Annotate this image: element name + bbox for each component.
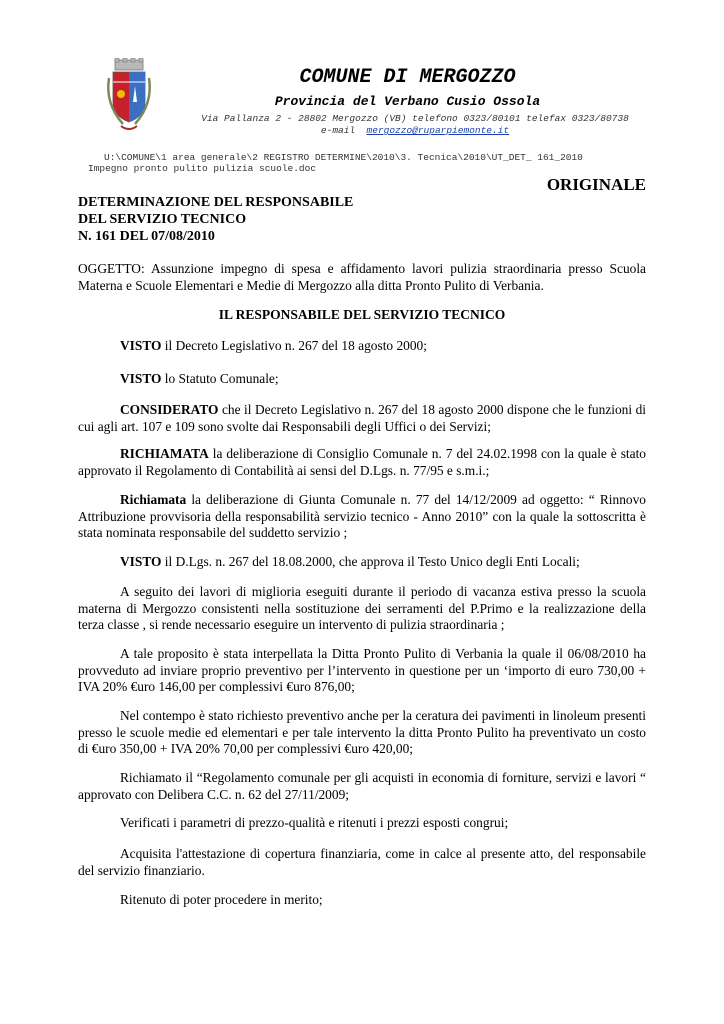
- paragraph-lead: VISTO: [120, 554, 162, 569]
- paragraph-text: Acquisita l'attestazione di copertura finanziaria, come in calce al presente atto, del responsabile del servizio finanziario.: [78, 846, 646, 878]
- body-paragraph: [78, 446, 646, 479]
- body-paragraph: [78, 815, 646, 832]
- body-paragraph: [78, 492, 646, 542]
- paragraph-lead: Richiamata: [120, 492, 187, 507]
- section-title: IL RESPONSABILE DEL SERVIZIO TECNICO: [218, 307, 506, 322]
- contact-address: [180, 113, 650, 137]
- paragraph-lead: CONSIDERATO: [120, 402, 219, 417]
- body-paragraph: [78, 584, 646, 634]
- body-paragraph: [78, 892, 646, 909]
- body-paragraph: [78, 402, 646, 435]
- original-stamp: ORIGINALE: [546, 175, 646, 194]
- paragraph-lead: VISTO: [120, 338, 162, 353]
- file-path: [88, 152, 583, 174]
- paragraph-lead: VISTO: [120, 371, 162, 386]
- paragraph-text: A seguito dei lavori di miglioria eseguiti durante il periodo di vacanza estiva presso la scuola materna di Mergozzo consistenti nella sostituzione dei serramenti del P.Primo e la realizzazione della terza classe , si rende necessario eseguire un intervento di pulizia straordinaria ;: [78, 584, 646, 632]
- body-paragraph: [78, 338, 646, 355]
- paragraph-text: la deliberazione di Giunta Comunale n. 77 del 14/12/2009 ad oggetto: “ Rinnovo Attribuzione provvisoria della responsabilità servizio tecnico - Anno 2010” con la quale la sottoscritta è stata nominata responsabile del suddetto servizio ;: [78, 492, 646, 540]
- email-label: e-mail: [320, 125, 356, 136]
- paragraph-text: lo Statuto Comunale;: [161, 371, 279, 386]
- email-line: [180, 125, 650, 137]
- body-paragraph: [78, 371, 646, 388]
- body-paragraph: [78, 708, 646, 758]
- paragraph-text: che il Decreto Legislativo n. 267 del 18 agosto 2000 dispone che le funzioni di cui agli art. 107 e 109 sono svolte dai Responsabili degli Uffici o dei Servizi;: [78, 402, 646, 434]
- determination-line1: DETERMINAZIONE DEL RESPONSABILE: [78, 195, 354, 210]
- determination-heading: [78, 194, 353, 245]
- body-paragraph: [78, 846, 646, 879]
- municipality-title: COMUNE DI MERGOZZO: [299, 66, 516, 89]
- body-paragraph: [78, 770, 646, 803]
- paragraph-lead: RICHIAMATA: [120, 446, 209, 461]
- file-path-line2: Impegno pronto pulito pulizia scuole.doc: [88, 163, 317, 174]
- paragraph-text: Richiamato il “Regolamento comunale per gli acquisti in economia di forniture, servizi e lavori “ approvato con Delibera C.C. n. 62 del 27/11/2009;: [78, 770, 646, 802]
- file-path-line1: U:\COMUNE\1 area generale\2 REGISTRO DETERMINE\2010\3. Tecnica\2010\UT_DET_ 161_2010: [104, 152, 583, 163]
- municipal-crest-icon: [103, 58, 155, 134]
- paragraph-text: Ritenuto di poter procedere in merito;: [120, 892, 323, 907]
- province-name: Provincia del Verbano Cusio Ossola: [274, 94, 541, 109]
- paragraph-text: A tale proposito è stata interpellata la Ditta Pronto Pulito di Verbania la quale il 06/08/2010 ha provveduto ad inviare proprio preventivo per l’intervento in questione per un ‘importo di euro 730,00 + IVA 20% €uro 146,00 per complessivi €uro 876,00;: [78, 646, 646, 694]
- address-line: Via Pallanza 2 - 28802 Mergozzo (VB) telefono 0323/80101 telefax 0323/80738: [201, 113, 629, 124]
- determination-line2: DEL SERVIZIO TECNICO: [78, 212, 247, 227]
- paragraph-text: il D.Lgs. n. 267 del 18.08.2000, che approva il Testo Unico degli Enti Locali;: [161, 554, 580, 569]
- paragraph-text: la deliberazione di Consiglio Comunale n. 7 del 24.02.1998 con la quale è stato approvato il Regolamento di Contabilità ai sensi del D.Lgs. n. 77/95 e s.m.i.;: [78, 446, 646, 478]
- determination-number: N. 161 DEL 07/08/2010: [78, 229, 215, 244]
- subject-paragraph: OGGETTO: Assunzione impegno di spesa e affidamento lavori pulizia straordinaria presso Scuola Materna e Scuole Elementari e Medie di Mergozzo alla ditta Pronto Pulito di Verbania.: [78, 261, 646, 293]
- body-paragraph: [78, 554, 646, 571]
- body-paragraph: [78, 646, 646, 696]
- paragraph-text: Verificati i parametri di prezzo-qualità e ritenuti i prezzi esposti congrui;: [120, 815, 509, 830]
- paragraph-text: Nel contempo è stato richiesto preventivo anche per la ceratura dei pavimenti in linoleum presenti presso le scuole medie ed elementari e per tale intervento la ditta Pronto Pulito ha preventivato un costo di €uro 350,00 + IVA 20% 70,00 per complessivi €uro 420,00;: [78, 708, 646, 756]
- email-link[interactable]: mergozzo@ruparpiemonte.it: [366, 125, 510, 136]
- paragraph-text: il Decreto Legislativo n. 267 del 18 agosto 2000;: [161, 338, 427, 353]
